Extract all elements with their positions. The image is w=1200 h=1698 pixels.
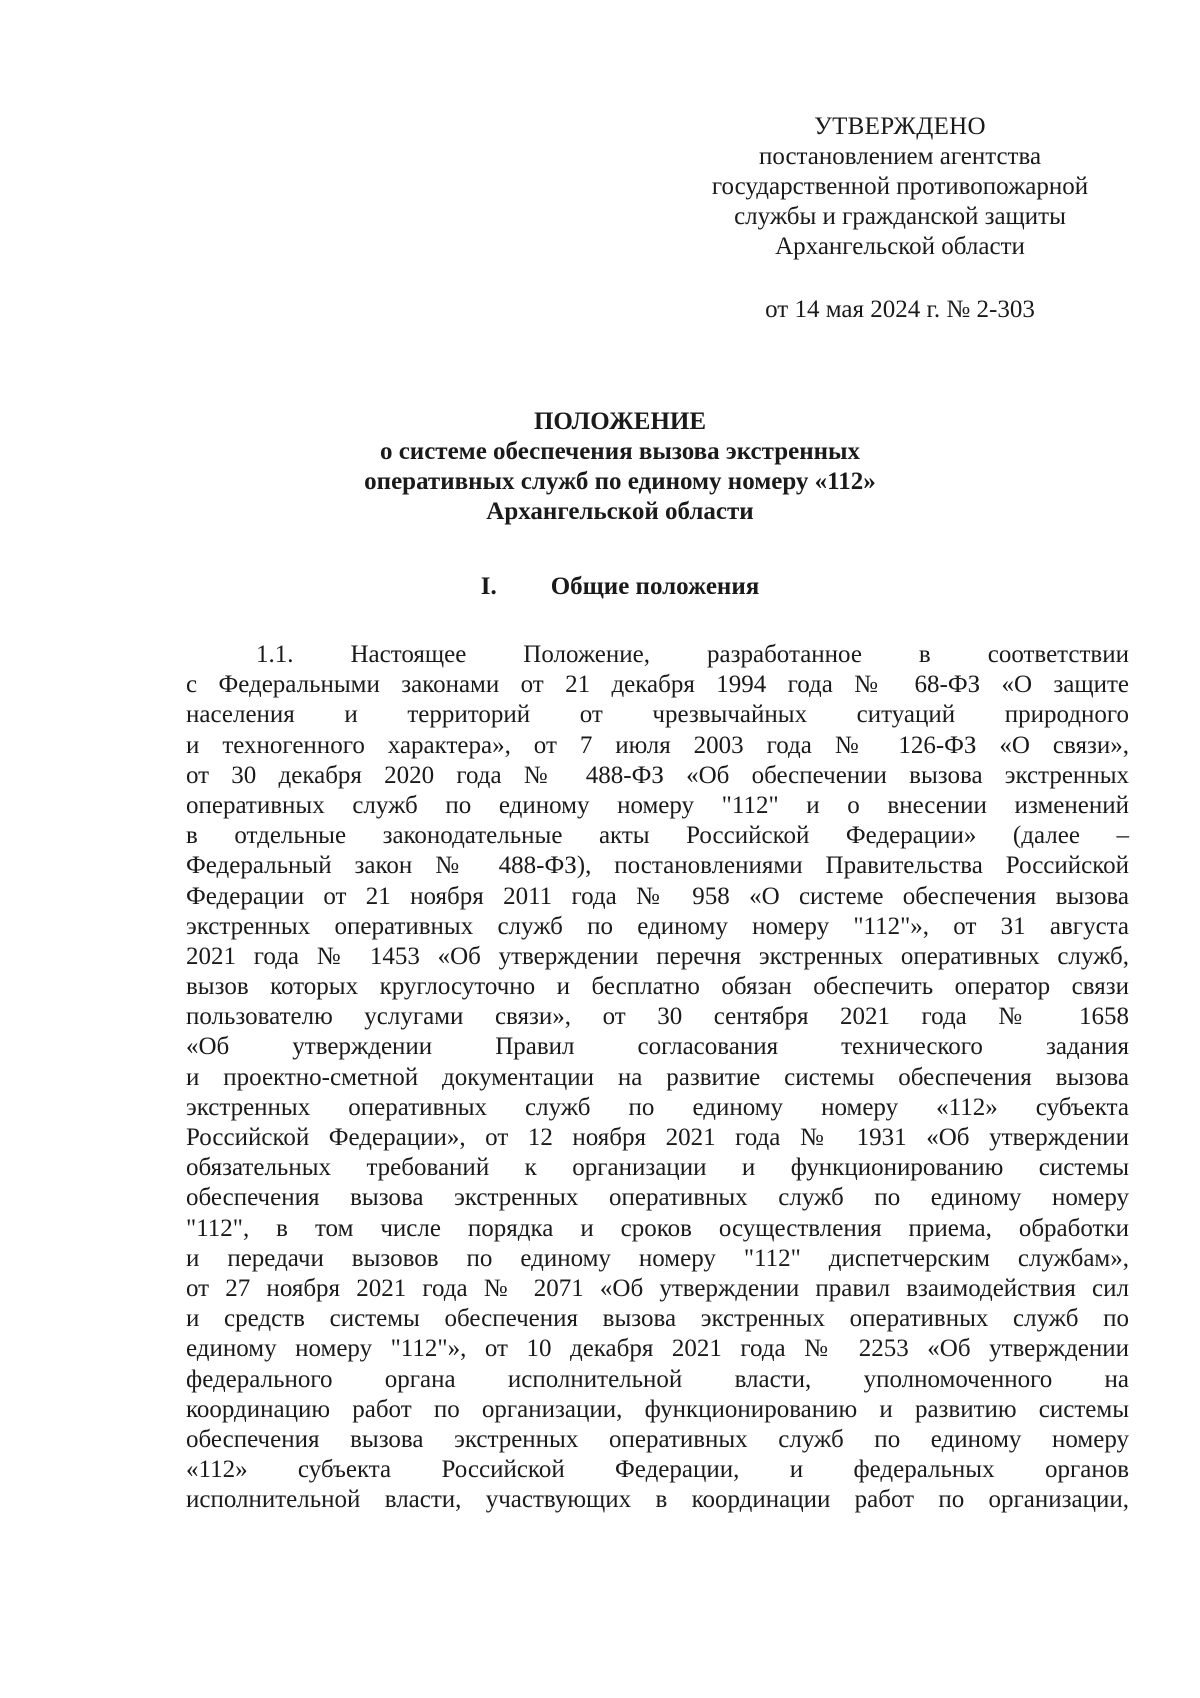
- paragraph-line: исполнительной власти, участвующих в координации работ по организации,: [186, 1486, 1129, 1514]
- title-line: оперативных служб по единому номеру «112»: [364, 468, 876, 495]
- paragraph-line: населения и территорий от чрезвычайных ситуаций природного: [186, 701, 1129, 729]
- title-line: ПОЛОЖЕНИЕ: [533, 408, 707, 435]
- paragraph-line: экстренных оперативных служб по единому номеру "112"», от 31 августа: [186, 912, 1129, 940]
- approval-line: службы и гражданской защиты: [734, 203, 1066, 230]
- paragraph-line: оперативных служб по единому номеру "112" и о внесении изменений: [186, 791, 1129, 819]
- paragraph-line: и средств системы обеспечения вызова экстренных оперативных служб по: [186, 1305, 1129, 1333]
- paragraph-line: Российской Федерации», от 12 ноября 2021 года № 1931 «Об утверждении: [186, 1124, 1129, 1151]
- paragraph-line: обязательных требований к организации и функционированию системы: [186, 1154, 1129, 1182]
- section-number: I.: [480, 573, 497, 600]
- paragraph-line: от 27 ноября 2021 года № 2071 «Об утверждении правил взаимодействия сил: [186, 1274, 1129, 1302]
- paragraph-line: 2021 года № 1453 «Об утверждении перечня экстренных оперативных служб,: [186, 942, 1129, 970]
- paragraph-line: 1.1. Настоящее Положение, разработанное в соответствии: [256, 641, 1129, 668]
- paragraph-line: Федерации от 21 ноября 2011 года № 958 «О системе обеспечения вызова: [186, 882, 1129, 910]
- paragraph-line: от 30 декабря 2020 года № 488-ФЗ «Об обеспечении вызова экстренных: [186, 761, 1129, 789]
- section-heading: [180, 572, 1060, 602]
- title-line: о системе обеспечения вызова экстренных: [379, 438, 861, 465]
- paragraph-line: «Об утверждении Правил согласования технического задания: [186, 1033, 1129, 1061]
- paragraph-line: с Федеральными законами от 21 декабря 1994 года № 68-ФЗ «О защите: [186, 671, 1129, 699]
- paragraph-line: и передачи вызовов по единому номеру "112" диспетчерским службам»,: [186, 1244, 1129, 1272]
- paragraph-line: обеспечения вызова экстренных оперативных служб по единому номеру: [186, 1184, 1129, 1212]
- paragraph-line: Федеральный закон № 488-ФЗ), постановлениями Правительства Российской: [186, 852, 1129, 880]
- approval-date: от 14 мая 2024 г. № 2-303: [765, 296, 1035, 323]
- paragraph-line: экстренных оперативных служб по единому номеру «112» субъекта: [186, 1093, 1129, 1121]
- document-title: [180, 407, 1060, 527]
- paragraph-line: пользователю услугами связи», от 30 сентября 2021 года № 1658: [186, 1003, 1129, 1031]
- paragraph-line: федерального органа исполнительной власти, уполномоченного на: [186, 1365, 1129, 1393]
- paragraph-line: и проектно-сметной документации на развитие системы обеспечения вызова: [186, 1063, 1129, 1091]
- approval-stamp: [680, 112, 1120, 325]
- paragraph-line: в отдельные законодательные акты Российской Федерации» (далее –: [186, 822, 1129, 850]
- paragraph-line: единому номеру "112"», от 10 декабря 2021 года № 2253 «Об утверждении: [186, 1335, 1129, 1363]
- paragraph-line: обеспечения вызова экстренных оперативных служб по единому номеру: [186, 1425, 1129, 1453]
- approval-line: постановлением агентства: [758, 143, 1042, 170]
- paragraph-line: «112» субъекта Российской Федерации, и федеральных органов: [186, 1456, 1129, 1484]
- approval-line: государственной противопожарной: [711, 173, 1089, 200]
- paragraph-line: координацию работ по организации, функционированию и развитию системы: [186, 1395, 1129, 1423]
- approval-line: Архангельской области: [775, 233, 1025, 260]
- paragraph-1-1: [186, 640, 1129, 1515]
- paragraph-line: "112", в том числе порядка и сроков осуществления приема, обработки: [186, 1214, 1129, 1242]
- section-name: Общие положения: [550, 573, 760, 600]
- title-line: Архангельской области: [486, 498, 754, 525]
- approval-heading: УТВЕРЖДЕНО: [814, 113, 986, 140]
- paragraph-line: вызов которых круглосуточно и бесплатно обязан обеспечить оператор связи: [186, 973, 1129, 1001]
- paragraph-line: и техногенного характера», от 7 июля 2003 года № 126-ФЗ «О связи»,: [186, 731, 1129, 759]
